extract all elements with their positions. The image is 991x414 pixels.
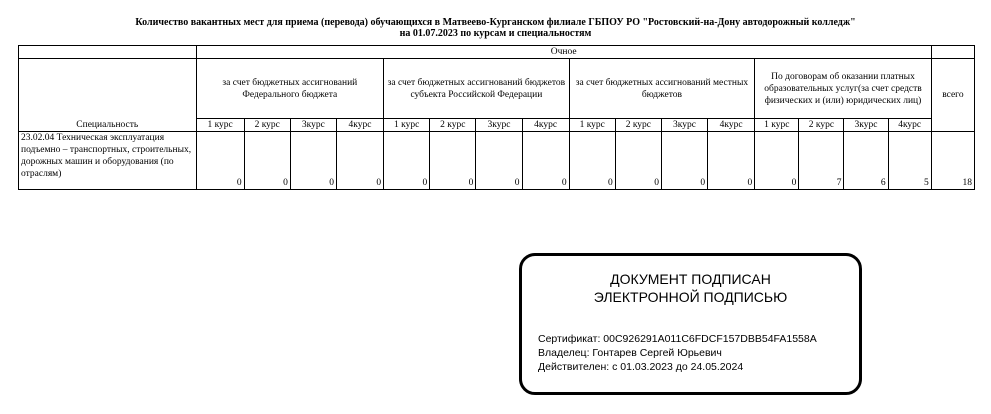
course-header: 3курс [844,119,888,132]
table-row [19,132,975,190]
stamp-certificate: Сертификат: 00C926291A011C6FDCF157DBB54FA1558A [538,333,817,345]
title-line-2: на 01.07.2023 по курсам и специальностям [399,28,592,39]
course-header: 1 курс [384,119,430,132]
stamp-title [522,270,859,306]
value-cell: 0 [430,132,476,190]
value-cell: 0 [476,132,522,190]
value-cell: 0 [615,132,661,190]
value-cell: 0 [661,132,707,190]
stamp-title-line-2: ЭЛЕКТРОННОЙ ПОДПИСЬЮ [593,289,788,305]
group-header-regional: за счет бюджетных ассигнований бюджетов субъекта Российской Федерации [384,59,570,119]
course-header: 3курс [290,119,336,132]
stamp-validity: Действителен: с 01.03.2023 до 24.05.2024 [538,361,744,373]
course-header: 2 курс [615,119,661,132]
value-cell: 6 [844,132,888,190]
course-header: 3курс [476,119,522,132]
value-cell: 0 [244,132,290,190]
total-header: всего [931,59,974,132]
total-cell: 18 [931,132,974,190]
blank-corner-cell [19,46,197,59]
course-header: 2 курс [430,119,476,132]
course-header: 2 курс [244,119,290,132]
specialty-cell: 23.02.04 Техническая эксплуатация подъемно – транспортных, строительных, дорожных машин и оборудования (по отраслям) [19,132,197,190]
stamp-title-line-1: ДОКУМЕНТ ПОДПИСАН [610,271,771,287]
document-title [0,17,991,39]
course-header: 3курс [661,119,707,132]
value-cell: 0 [755,132,799,190]
stamp-info [538,332,817,374]
value-cell: 0 [384,132,430,190]
electronic-signature-stamp [519,253,862,395]
form-label-cell: Очное [196,46,931,59]
value-cell: 0 [569,132,615,190]
title-line-1: Количество вакантных мест для приема (перевода) обучающихся в Матвеево-Курганском филиале ГБПОУ РО "Ростовский-на-Дону автодорожный колледж" [135,17,856,28]
value-cell: 0 [708,132,755,190]
value-cell: 0 [336,132,383,190]
value-cell: 0 [290,132,336,190]
course-header: 4курс [888,119,931,132]
course-header: 1 курс [196,119,244,132]
specialty-header: Специальность [19,59,197,132]
stamp-owner: Владелец: Гонтарев Сергей Юрьевич [538,347,722,359]
value-cell: 0 [522,132,569,190]
group-header-local: за счет бюджетных ассигнований местных бюджетов [569,59,755,119]
value-cell: 7 [799,132,844,190]
course-header: 1 курс [755,119,799,132]
vacancies-table [18,45,975,190]
course-header: 4курс [708,119,755,132]
course-header: 2 курс [799,119,844,132]
value-cell: 5 [888,132,931,190]
group-header-federal: за счет бюджетных ассигнований Федерального бюджета [196,59,384,119]
course-header: 4курс [336,119,383,132]
group-header-paid: По договорам об оказании платных образовательных услуг(за счет средств физических и (или) юридических лиц) [755,59,932,119]
course-header: 4курс [522,119,569,132]
value-cell: 0 [196,132,244,190]
course-header: 1 курс [569,119,615,132]
blank-total-top-cell [931,46,974,59]
